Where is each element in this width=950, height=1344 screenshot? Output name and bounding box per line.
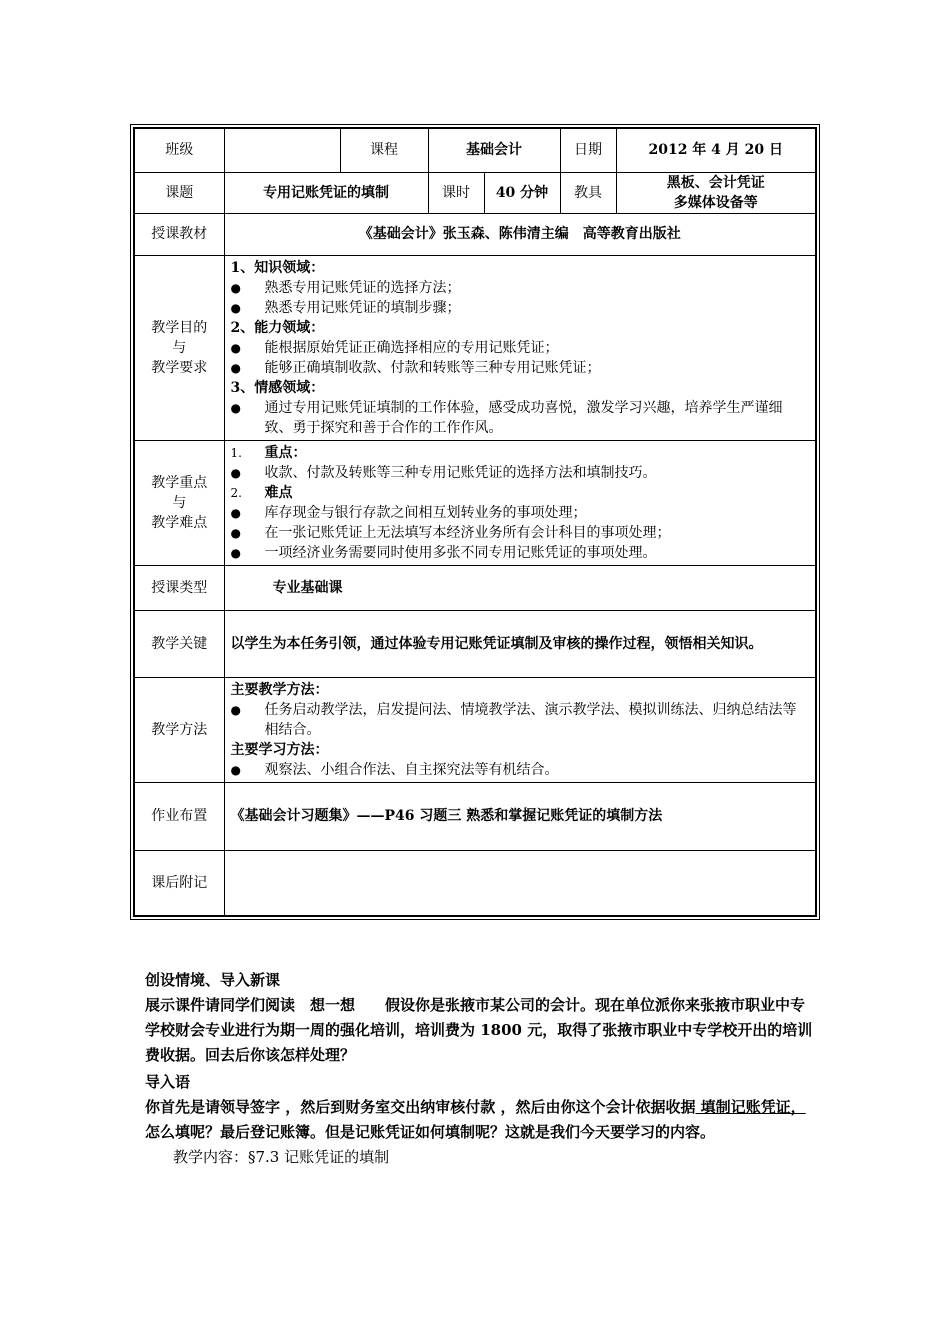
underlined-text: 填制记账凭证， — [695, 1098, 806, 1116]
keypoints-content — [224, 440, 816, 565]
lesson-intro — [145, 968, 813, 1170]
bullet-icon: ● — [230, 340, 241, 355]
textbook-row — [134, 213, 816, 255]
methods-row — [134, 677, 816, 782]
class-label: 班级 — [134, 128, 224, 172]
keypoints-label — [134, 440, 224, 565]
scenario-paragraph: 展示课件请同学们阅读 想一想 假设你是张掖市某公司的会计。现在单位派你来张掖市职业中专学校财会专业进行为期一周的强化培训，培训费为 1800 元，取得了张掖市职业中专学校开出的培训费收据。回去后你该怎样处理？ — [145, 996, 813, 1064]
section-heading-intro: 创设情境、导入新课 — [145, 971, 281, 989]
textbook-label: 授课教材 — [134, 213, 224, 255]
knowledge-heading: 1、知识领域： — [230, 259, 325, 276]
coursetype-row — [134, 565, 816, 610]
list-item: ● 在一张记账凭证上无法填写本经济业务所有会计科目的事项处理； — [230, 524, 671, 541]
lesson-plan-table — [133, 127, 817, 917]
teachingkey-label: 教学关键 — [134, 610, 224, 677]
difficulty-number: 2. — [230, 485, 242, 500]
class-value — [224, 128, 340, 172]
teachingkey-value: 以学生为本任务引领，通过体验专用记账凭证填制及审核的操作过程，领悟相关知识。 — [224, 610, 816, 677]
course-value: 基础会计 — [428, 128, 560, 172]
lead-paragraph: 你首先是请领导签字 ，然后到财务室交出纳审核付款 ，然后由你这个会计依据收据 填制记账凭证，怎么填呢？最后登记账簿。但是记账凭证如何填制呢？这就是我们今天要学习的内容。 — [145, 1098, 806, 1141]
list-item: ● 任务启动教学法，启发提问法、情境教学法、演示教学法、模拟训练法、归纳总结法等相结合。 — [230, 701, 797, 738]
bullet-icon: ● — [230, 465, 241, 480]
objectives-label-1: 教学目的 — [151, 319, 208, 336]
teachingkey-row — [134, 610, 816, 677]
list-item: ● 能够正确填制收款、付款和转账等三种专用记账凭证； — [230, 359, 601, 376]
list-item: ● 收款、付款及转账等三种专用记账凭证的选择方法和填制技巧。 — [230, 464, 657, 481]
emotion-heading: 3、情感领域： — [230, 379, 325, 396]
list-item: ● 库存现金与银行存款之间相互划转业务的事项处理； — [230, 504, 587, 521]
bullet-icon: ● — [230, 280, 241, 295]
coursetype-label: 授课类型 — [134, 565, 224, 610]
keypoints-label-2: 与 — [172, 494, 187, 511]
date-label: 日期 — [560, 128, 616, 172]
coursetype-value: 专业基础课 — [224, 565, 816, 610]
notes-value — [224, 850, 816, 916]
list-item: ● 熟悉专用记账凭证的选择方法； — [230, 279, 461, 296]
teaching-methods-heading: 主要教学方法： — [230, 681, 329, 698]
keypoints-row — [134, 440, 816, 565]
bullet-icon: ● — [230, 300, 241, 315]
notes-row — [134, 850, 816, 916]
list-item: ● 熟悉专用记账凭证的填制步骤； — [230, 299, 461, 316]
topic-label: 课题 — [134, 172, 224, 213]
keypoints-label-3: 教学难点 — [151, 514, 208, 531]
bullet-icon: ● — [230, 762, 241, 777]
methods-label: 教学方法 — [134, 677, 224, 782]
list-item: ● 观察法、小组合作法、自主探究法等有机结合。 — [230, 761, 559, 778]
hours-value: 40 分钟 — [484, 172, 560, 213]
bullet-icon: ● — [230, 360, 241, 375]
tools-label: 教具 — [560, 172, 616, 213]
header-row — [134, 128, 816, 172]
key-number: 1. — [230, 445, 242, 460]
objectives-label-2: 与 — [172, 339, 187, 356]
topic-row — [134, 172, 816, 213]
learning-methods-heading: 主要学习方法： — [230, 741, 329, 758]
methods-content — [224, 677, 816, 782]
homework-row — [134, 782, 816, 850]
objectives-label-3: 教学要求 — [151, 359, 208, 376]
tools-line-1: 黑板、会计凭证 — [666, 174, 765, 191]
tools-value — [616, 172, 816, 213]
ability-heading: 2、能力领域： — [230, 319, 325, 336]
textbook-value: 《基础会计》张玉森、陈伟清主编 高等教育出版社 — [224, 213, 816, 255]
hours-label: 课时 — [428, 172, 484, 213]
bullet-icon: ● — [230, 505, 241, 520]
section-heading-lead: 导入语 — [145, 1073, 191, 1091]
list-item: ● 能根据原始凭证正确选择相应的专用记账凭证； — [230, 339, 559, 356]
keypoints-label-1: 教学重点 — [151, 474, 208, 491]
date-value: 2012 年 4 月 20 日 — [616, 128, 816, 172]
content-line: 教学内容：§7.3 记账凭证的填制 — [173, 1148, 390, 1166]
tools-line-2: 多媒体设备等 — [673, 194, 758, 211]
objectives-label — [134, 255, 224, 440]
key-heading: 1. 重点： — [230, 444, 307, 461]
bullet-icon: ● — [230, 525, 241, 540]
bullet-icon: ● — [230, 702, 241, 717]
objectives-content — [224, 255, 816, 440]
homework-value: 《基础会计习题集》——P46 习题三 熟悉和掌握记账凭证的填制方法 — [224, 782, 816, 850]
homework-label: 作业布置 — [134, 782, 224, 850]
course-label: 课程 — [340, 128, 428, 172]
notes-label: 课后附记 — [134, 850, 224, 916]
list-item: ● 一项经济业务需要同时使用多张不同专用记账凭证的事项处理。 — [230, 544, 657, 561]
objectives-row — [134, 255, 816, 440]
bullet-icon: ● — [230, 545, 241, 560]
bullet-icon: ● — [230, 400, 241, 415]
difficulty-heading: 2. 难点 — [230, 484, 293, 501]
list-item: ● 通过专用记账凭证填制的工作体验，感受成功喜悦，激发学习兴趣，培养学生严谨细致、勇于探究和善于合作的工作作风。 — [230, 399, 783, 436]
topic-value: 专用记账凭证的填制 — [224, 172, 428, 213]
